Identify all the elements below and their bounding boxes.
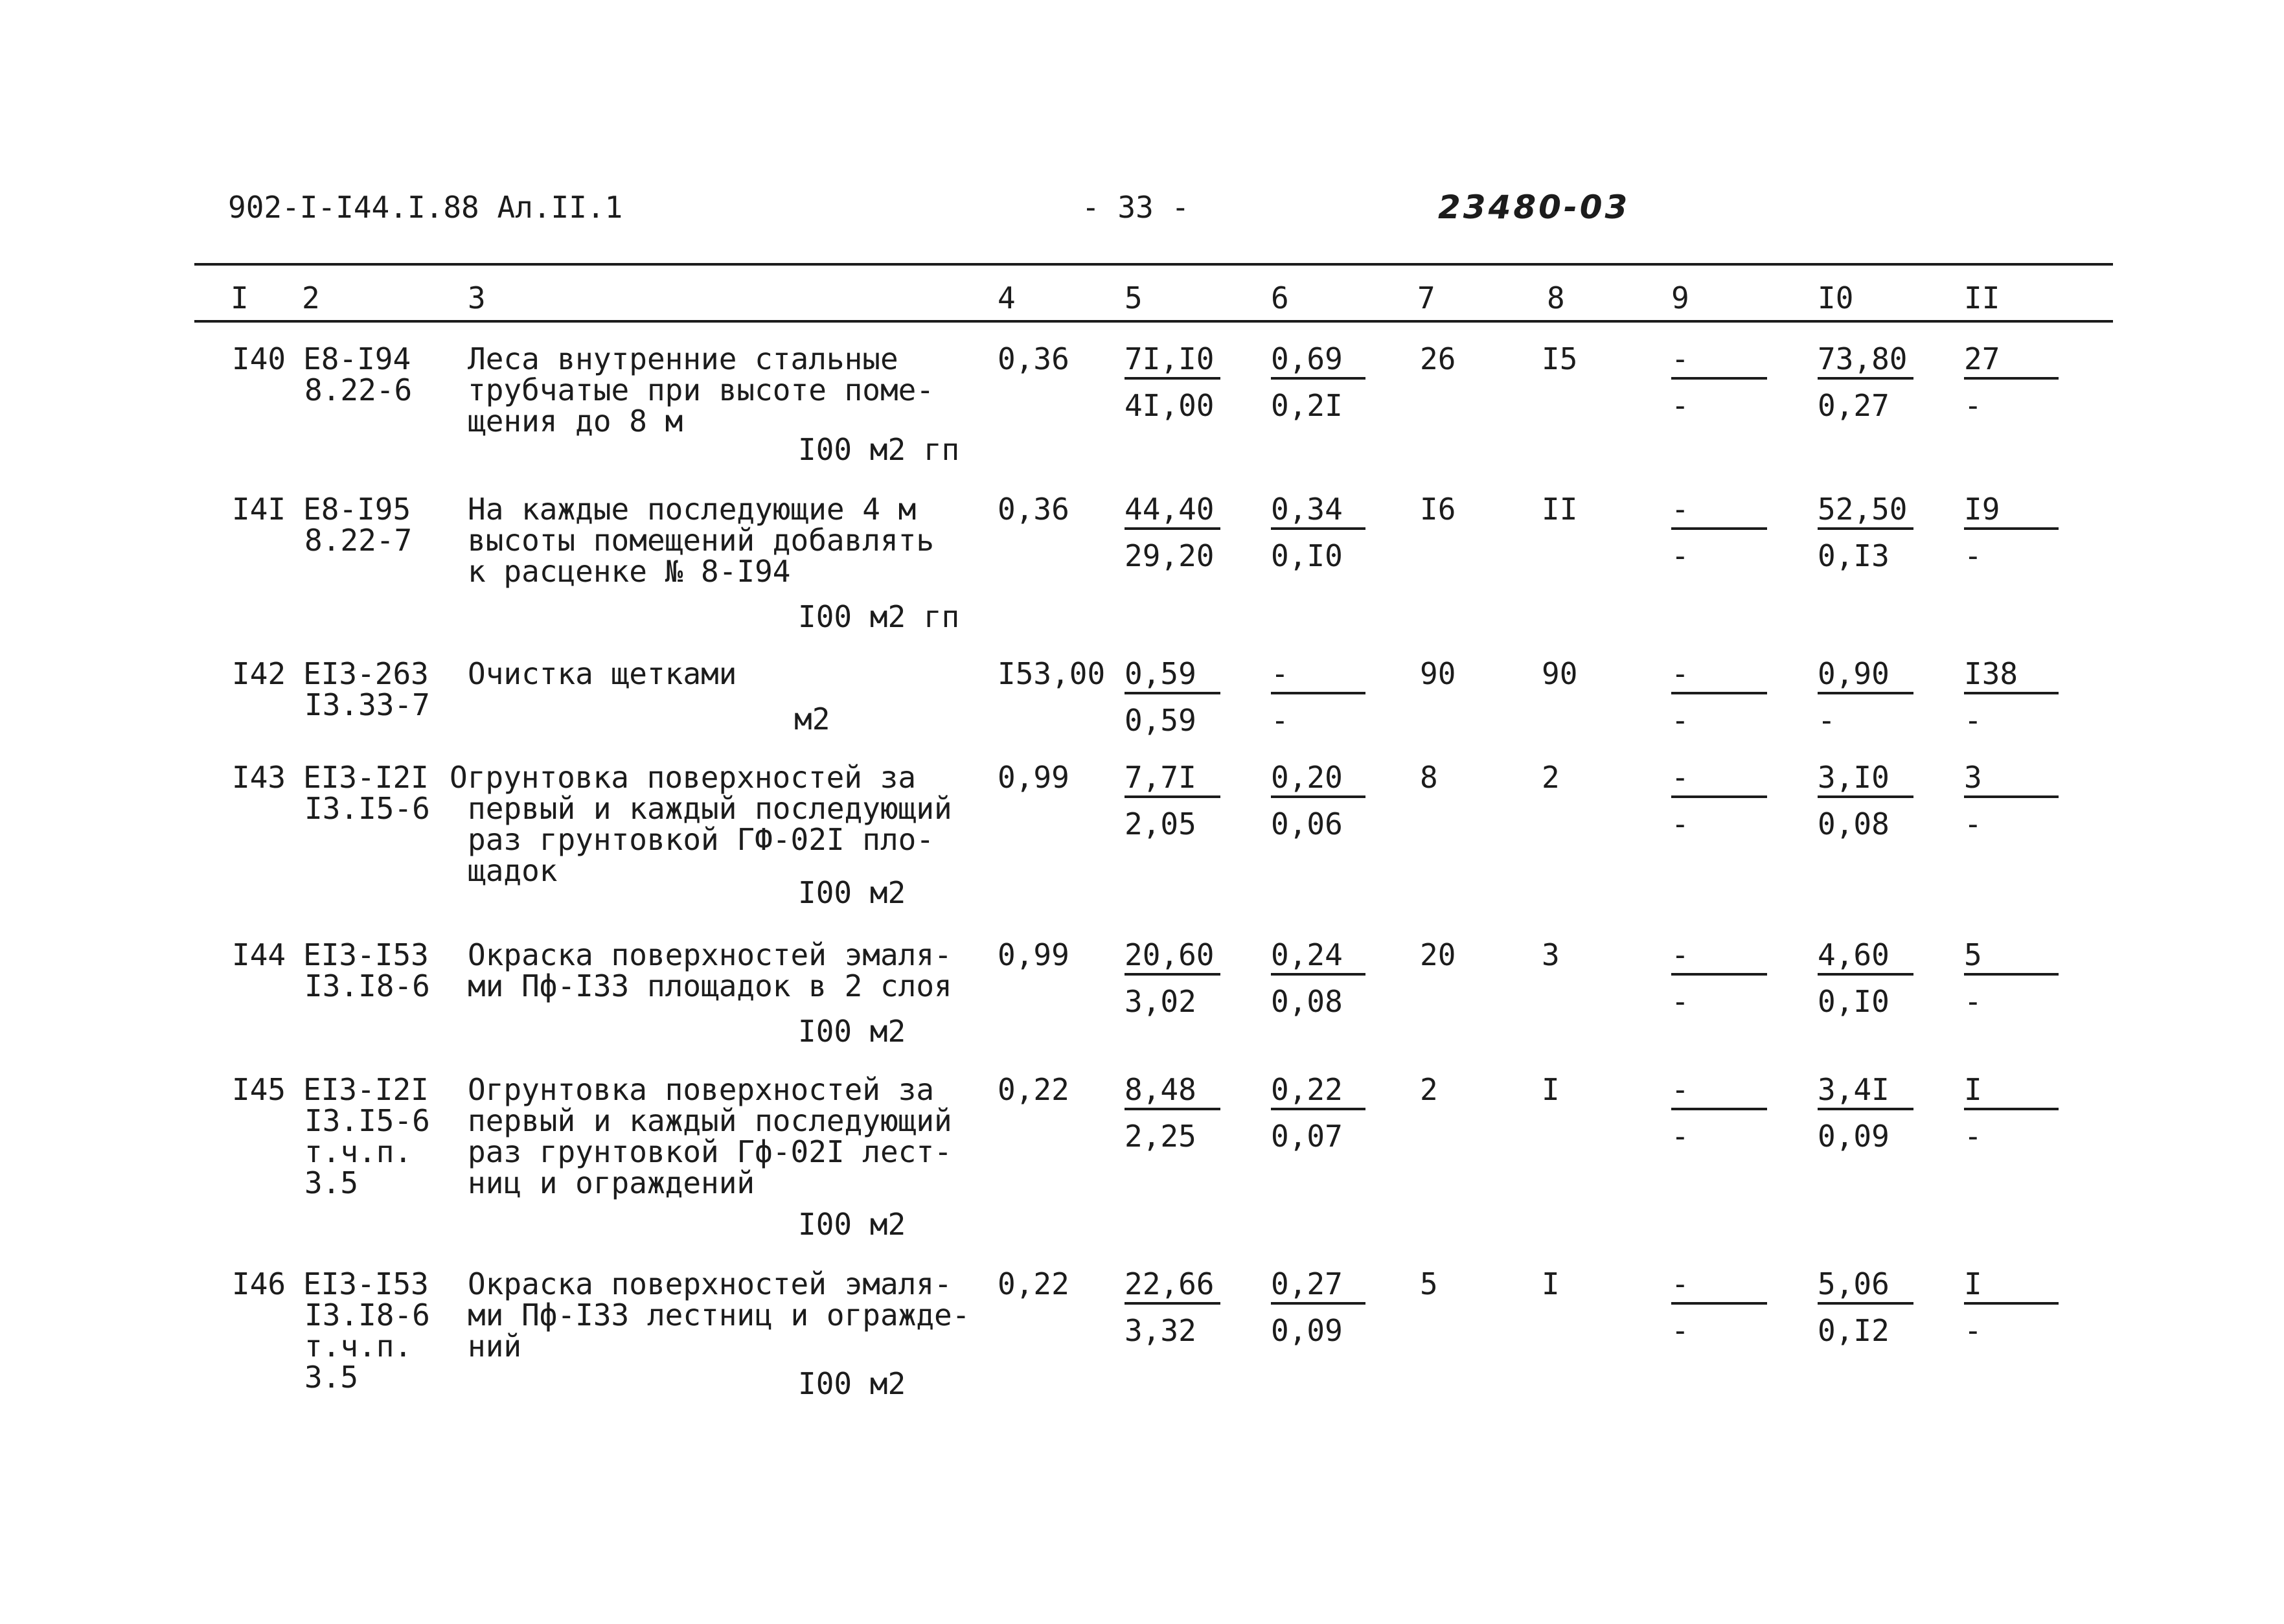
total-hours-top: I38 — [1964, 658, 2059, 694]
work-description: Окраска поверхностей эмаля- — [468, 937, 952, 972]
table-header-rule — [194, 320, 2113, 323]
unit-cost — [1125, 1268, 1220, 1346]
total-cost: 8 — [1420, 760, 1438, 795]
labor-cost-bottom: 0,06 — [1271, 806, 1343, 841]
total-hours — [1964, 762, 2059, 840]
machine-cost-bottom: - — [1671, 1119, 1689, 1154]
column-header: 3 — [468, 280, 486, 315]
labor-hours-bottom: 0,08 — [1818, 806, 1890, 841]
wages: I — [1542, 1266, 1560, 1301]
labor-hours-top: 0,90 — [1818, 658, 1913, 694]
labor-cost-top: 0,22 — [1271, 1074, 1365, 1110]
work-description: щадок — [468, 853, 558, 888]
work-description: Огрунтовка поверхностей за — [450, 760, 917, 795]
rate-code: I3.I8-6 — [304, 968, 430, 1003]
work-description: раз грунтовкой ГФ-02I пло- — [468, 822, 935, 857]
row-number: I4I — [232, 492, 286, 527]
rate-code: I3.33-7 — [304, 687, 430, 722]
machine-cost-bottom: - — [1671, 1313, 1689, 1348]
row-number: I43 — [232, 760, 286, 795]
labor-hours-top: 73,80 — [1818, 343, 1913, 380]
doc-ref-number: 902-I-I44.I.88 — [228, 190, 479, 225]
album-number: Ал.II.1 — [497, 190, 623, 225]
unit-cost — [1125, 658, 1220, 736]
column-header: 4 — [998, 280, 1016, 315]
labor-hours-top: 5,06 — [1818, 1268, 1913, 1305]
wages: II — [1542, 492, 1578, 527]
row-number: I42 — [232, 656, 286, 691]
row-number: I45 — [232, 1072, 286, 1107]
machine-cost-bottom: - — [1671, 984, 1689, 1019]
labor-cost-top: 0,27 — [1271, 1268, 1365, 1305]
machine-cost-bottom: - — [1671, 538, 1689, 573]
machine-cost-top: - — [1671, 1268, 1767, 1305]
total-cost: 2 — [1420, 1072, 1438, 1107]
labor-hours-bottom: 0,I0 — [1818, 984, 1890, 1019]
doc-reference — [228, 188, 622, 227]
quantity: 0,36 — [998, 341, 1069, 376]
labor-hours-bottom: 0,I3 — [1818, 538, 1890, 573]
total-hours-top: 3 — [1964, 762, 2059, 798]
wages: I5 — [1542, 341, 1578, 376]
row-number: I44 — [232, 937, 286, 972]
unit-cost — [1125, 1074, 1220, 1152]
machine-cost-top: - — [1671, 939, 1767, 976]
total-cost: I6 — [1420, 492, 1456, 527]
rate-code: 3.5 — [304, 1165, 359, 1200]
unit-cost — [1125, 939, 1220, 1017]
rate-code: EI3-I2I — [303, 760, 429, 795]
labor-cost — [1271, 658, 1365, 736]
labor-hours — [1818, 494, 1913, 571]
work-description: первый и каждый последующий — [468, 791, 952, 826]
labor-cost — [1271, 1268, 1365, 1346]
work-description: щения до 8 м — [468, 404, 683, 439]
quantity: 0,99 — [998, 937, 1069, 972]
unit-cost-top: 7I,I0 — [1125, 343, 1220, 380]
rate-code: т.ч.п. — [304, 1134, 413, 1169]
column-header: 8 — [1547, 280, 1565, 315]
wages: 3 — [1542, 937, 1560, 972]
table-top-rule — [194, 263, 2113, 266]
machine-cost — [1671, 343, 1767, 421]
unit-cost-top: 7,7I — [1125, 762, 1220, 798]
labor-hours — [1818, 658, 1913, 736]
total-hours-top: 5 — [1964, 939, 2059, 976]
measure-unit: I00 м2 — [798, 1014, 906, 1049]
labor-hours-bottom: - — [1818, 703, 1836, 738]
unit-cost-bottom: 29,20 — [1125, 538, 1215, 573]
machine-cost-bottom: - — [1671, 388, 1689, 423]
work-description: к расценке № 8-I94 — [468, 554, 791, 589]
work-description: высоты помещений добавлять — [468, 523, 935, 558]
work-description: ний — [468, 1329, 522, 1364]
work-description: На каждые последующие 4 м — [468, 492, 917, 527]
labor-cost — [1271, 1074, 1365, 1152]
labor-cost-bottom: 0,09 — [1271, 1313, 1343, 1348]
labor-cost-bottom: - — [1271, 703, 1289, 738]
table-row — [0, 1268, 2284, 1407]
labor-hours-bottom: 0,09 — [1818, 1119, 1890, 1154]
work-description: Окраска поверхностей эмаля- — [468, 1266, 952, 1301]
labor-hours — [1818, 762, 1913, 840]
labor-hours — [1818, 343, 1913, 421]
total-hours-top: I — [1964, 1074, 2059, 1110]
labor-hours-top: 3,I0 — [1818, 762, 1913, 798]
labor-cost — [1271, 762, 1365, 840]
total-hours-bottom: - — [1964, 703, 1982, 738]
work-description: Очистка щетками — [468, 656, 737, 691]
machine-cost — [1671, 1074, 1767, 1152]
quantity: 0,99 — [998, 760, 1069, 795]
column-header: II — [1964, 280, 2000, 315]
work-description: Огрунтовка поверхностей за — [468, 1072, 935, 1107]
labor-cost-bottom: 0,I0 — [1271, 538, 1343, 573]
labor-hours-bottom: 0,I2 — [1818, 1313, 1890, 1348]
labor-cost — [1271, 494, 1365, 571]
labor-cost-top: 0,24 — [1271, 939, 1365, 976]
row-number: I40 — [232, 341, 286, 376]
table-row — [0, 762, 2284, 916]
total-cost: 26 — [1420, 341, 1456, 376]
machine-cost-top: - — [1671, 658, 1767, 694]
labor-hours-top: 52,50 — [1818, 494, 1913, 530]
quantity: 0,22 — [998, 1266, 1069, 1301]
machine-cost-top: - — [1671, 1074, 1767, 1110]
total-hours-top: I — [1964, 1268, 2059, 1305]
column-header: I0 — [1818, 280, 1854, 315]
column-header: I — [231, 280, 249, 315]
column-header: 5 — [1125, 280, 1143, 315]
total-cost: 20 — [1420, 937, 1456, 972]
rate-code: E8-I94 — [303, 341, 411, 376]
measure-unit: м2 — [794, 702, 830, 737]
column-header: 2 — [302, 280, 320, 315]
labor-hours-bottom: 0,27 — [1818, 388, 1890, 423]
rate-code: 8.22-6 — [304, 372, 413, 407]
table-row — [0, 658, 2284, 742]
total-cost: 90 — [1420, 656, 1456, 691]
table-row — [0, 494, 2284, 640]
unit-cost-top: 22,66 — [1125, 1268, 1220, 1305]
unit-cost-top: 8,48 — [1125, 1074, 1220, 1110]
rate-code: I3.I8-6 — [304, 1298, 430, 1332]
column-header: 6 — [1271, 280, 1289, 315]
measure-unit: I00 м2 — [798, 1366, 906, 1401]
machine-cost — [1671, 658, 1767, 736]
machine-cost — [1671, 494, 1767, 571]
labor-cost-bottom: 0,07 — [1271, 1119, 1343, 1154]
column-header: 9 — [1671, 280, 1689, 315]
machine-cost-bottom: - — [1671, 806, 1689, 841]
total-hours-top: 27 — [1964, 343, 2059, 380]
machine-cost-top: - — [1671, 494, 1767, 530]
wages: I — [1542, 1072, 1560, 1107]
work-description: Леса внутренние стальные — [468, 341, 898, 376]
labor-cost — [1271, 939, 1365, 1017]
rate-code: EI3-I53 — [303, 1266, 429, 1301]
labor-cost-top: - — [1271, 658, 1365, 694]
labor-hours — [1818, 1074, 1913, 1152]
labor-cost — [1271, 343, 1365, 421]
wages: 2 — [1542, 760, 1560, 795]
work-description: ми Пф-I33 лестниц и огражде- — [468, 1298, 970, 1332]
unit-cost-top: 0,59 — [1125, 658, 1220, 694]
machine-cost — [1671, 1268, 1767, 1346]
page-number: - 33 - — [1082, 190, 1190, 225]
work-description: ниц и ограждений — [468, 1165, 755, 1200]
total-hours-top: I9 — [1964, 494, 2059, 530]
labor-hours — [1818, 939, 1913, 1017]
machine-cost-bottom: - — [1671, 703, 1689, 738]
unit-cost-bottom: 2,05 — [1125, 806, 1196, 841]
machine-cost — [1671, 939, 1767, 1017]
rate-code: I3.I5-6 — [304, 1103, 430, 1138]
labor-hours-top: 3,4I — [1818, 1074, 1913, 1110]
rate-code: 3.5 — [304, 1360, 359, 1395]
total-cost: 5 — [1420, 1266, 1438, 1301]
measure-unit: I00 м2 гп — [798, 432, 960, 467]
machine-cost-top: - — [1671, 762, 1767, 798]
work-description: раз грунтовкой Гф-02I лест- — [468, 1134, 952, 1169]
unit-cost — [1125, 494, 1220, 571]
table-row — [0, 939, 2284, 1055]
unit-cost-bottom: 3,32 — [1125, 1313, 1196, 1348]
unit-cost-bottom: 4I,00 — [1125, 388, 1215, 423]
total-hours-bottom: - — [1964, 1313, 1982, 1348]
total-hours-bottom: - — [1964, 984, 1982, 1019]
rate-code: т.ч.п. — [304, 1329, 413, 1364]
total-hours — [1964, 343, 2059, 421]
row-number: I46 — [232, 1266, 286, 1301]
labor-cost-bottom: 0,08 — [1271, 984, 1343, 1019]
labor-hours — [1818, 1268, 1913, 1346]
quantity: 0,22 — [998, 1072, 1069, 1107]
total-hours — [1964, 494, 2059, 571]
unit-cost — [1125, 762, 1220, 840]
column-header: 7 — [1417, 280, 1435, 315]
machine-cost-top: - — [1671, 343, 1767, 380]
labor-cost-bottom: 0,2I — [1271, 388, 1343, 423]
measure-unit: I00 м2 гп — [798, 599, 960, 634]
unit-cost-top: 20,60 — [1125, 939, 1220, 976]
unit-cost-bottom: 2,25 — [1125, 1119, 1196, 1154]
work-description: ми Пф-I33 площадок в 2 слоя — [468, 968, 952, 1003]
rate-code: EI3-I2I — [303, 1072, 429, 1107]
total-hours-bottom: - — [1964, 388, 1982, 423]
unit-cost-top: 44,40 — [1125, 494, 1220, 530]
quantity: I53,00 — [998, 656, 1106, 691]
rate-code: EI3-263 — [303, 656, 429, 691]
wages: 90 — [1542, 656, 1578, 691]
machine-cost — [1671, 762, 1767, 840]
table-row — [0, 1074, 2284, 1248]
rate-code: EI3-I53 — [303, 937, 429, 972]
rate-code: I3.I5-6 — [304, 791, 430, 826]
measure-unit: I00 м2 — [798, 875, 906, 910]
document-code: 23480-03 — [1438, 189, 1630, 226]
unit-cost-bottom: 3,02 — [1125, 984, 1196, 1019]
labor-cost-top: 0,20 — [1271, 762, 1365, 798]
total-hours-bottom: - — [1964, 806, 1982, 841]
rate-code: 8.22-7 — [304, 523, 413, 558]
table-row — [0, 343, 2284, 473]
rate-code: E8-I95 — [303, 492, 411, 527]
total-hours — [1964, 1074, 2059, 1152]
unit-cost-bottom: 0,59 — [1125, 703, 1196, 738]
total-hours-bottom: - — [1964, 538, 1982, 573]
unit-cost — [1125, 343, 1220, 421]
total-hours-bottom: - — [1964, 1119, 1982, 1154]
measure-unit: I00 м2 — [798, 1207, 906, 1242]
work-description: трубчатые при высоте поме- — [468, 372, 935, 407]
labor-hours-top: 4,60 — [1818, 939, 1913, 976]
total-hours — [1964, 1268, 2059, 1346]
total-hours — [1964, 658, 2059, 736]
labor-cost-top: 0,34 — [1271, 494, 1365, 530]
quantity: 0,36 — [998, 492, 1069, 527]
work-description: первый и каждый последующий — [468, 1103, 952, 1138]
total-hours — [1964, 939, 2059, 1017]
labor-cost-top: 0,69 — [1271, 343, 1365, 380]
